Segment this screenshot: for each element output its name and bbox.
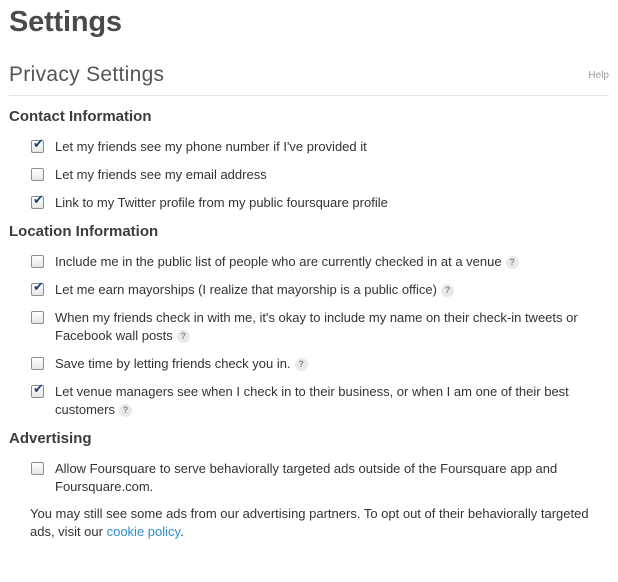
friends-check-you-in-checkbox[interactable] bbox=[31, 357, 44, 370]
help-question-icon[interactable]: ? bbox=[295, 358, 308, 371]
help-question-icon[interactable]: ? bbox=[119, 404, 132, 417]
email-address-label: Let my friends see my email address bbox=[55, 167, 267, 182]
advertising-note bbox=[30, 505, 605, 541]
friend-checkin-posts-label-wrap bbox=[55, 309, 603, 345]
help-link[interactable]: Help bbox=[588, 70, 609, 81]
public-checkin-list-checkbox[interactable] bbox=[31, 255, 44, 268]
public-checkin-list-label-wrap bbox=[55, 253, 603, 271]
location-information-heading: Location Information bbox=[9, 223, 159, 240]
targeted-ads-checkbox[interactable] bbox=[31, 462, 44, 475]
public-checkin-list-label: Include me in the public list of people who are currently checked in at a venue bbox=[55, 254, 502, 269]
email-address-checkbox[interactable] bbox=[31, 168, 44, 181]
venue-managers-label-wrap bbox=[55, 383, 603, 419]
mayorships-checkbox[interactable] bbox=[31, 283, 44, 296]
help-question-icon[interactable]: ? bbox=[441, 284, 454, 297]
cookie-policy-link[interactable]: cookie policy bbox=[106, 524, 181, 539]
friends-check-you-in-label-wrap bbox=[55, 355, 603, 373]
privacy-settings-header bbox=[9, 62, 609, 96]
advertising-note-suffix: . bbox=[180, 524, 184, 539]
mayorships-label: Let me earn mayorships (I realize that mayorship is a public office) bbox=[55, 282, 437, 297]
privacy-settings-title: Privacy Settings bbox=[9, 63, 165, 86]
phone-number-checkbox[interactable] bbox=[31, 140, 44, 153]
mayorships-label-wrap bbox=[55, 281, 603, 299]
friend-checkin-posts-label: When my friends check in with me, it's okay to include my name on their check-in tweets or Facebook wall posts bbox=[55, 310, 578, 343]
contact-information-heading: Contact Information bbox=[9, 108, 152, 125]
phone-number-label: Let my friends see my phone number if I've provided it bbox=[55, 139, 367, 154]
page-title: Settings bbox=[9, 6, 122, 38]
help-question-icon[interactable]: ? bbox=[177, 330, 190, 343]
friends-check-you-in-label: Save time by letting friends check you in. bbox=[55, 356, 291, 371]
targeted-ads-label: Allow Foursquare to serve behaviorally targeted ads outside of the Foursquare app and Foursquare.com. bbox=[55, 461, 558, 494]
friend-checkin-posts-checkbox[interactable] bbox=[31, 311, 44, 324]
help-question-icon[interactable]: ? bbox=[506, 256, 519, 269]
advertising-heading: Advertising bbox=[9, 430, 92, 447]
twitter-profile-checkbox[interactable] bbox=[31, 196, 44, 209]
twitter-profile-label: Link to my Twitter profile from my public foursquare profile bbox=[55, 195, 388, 210]
venue-managers-checkbox[interactable] bbox=[31, 385, 44, 398]
venue-managers-label: Let venue managers see when I check in to their business, or when I am one of their best customers bbox=[55, 384, 569, 417]
advertising-note-text: You may still see some ads from our advertising partners. To opt out of their behaviorally targeted ads, visit our bbox=[30, 506, 589, 539]
